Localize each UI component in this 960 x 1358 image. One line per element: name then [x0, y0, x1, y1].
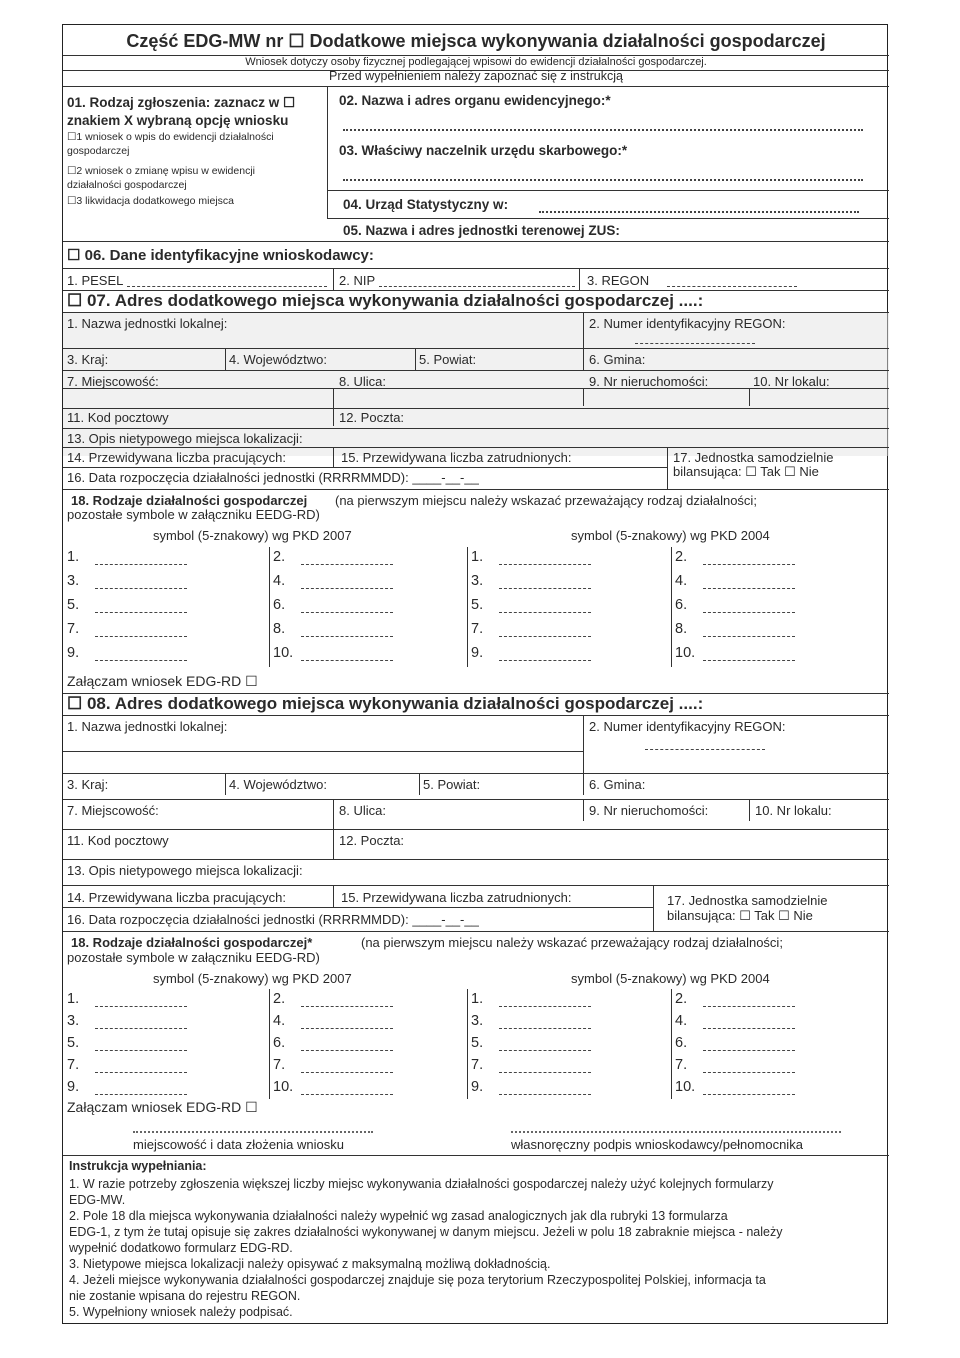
b07-f12[interactable]: 12. Poczta: — [339, 410, 405, 425]
b08-f18-note: (na pierwszym miejscu należy wskazać przeważający rodzaj działalności; — [361, 935, 783, 950]
pkd2007-right-num: 10. — [273, 1079, 294, 1095]
b08-f18-title: 18. Rodzaje działalności gospodarczej* — [71, 935, 313, 950]
block-07-title: ☐ 07. Adres dodatkowego miejsca wykonywania działalności gospodarczej ....: — [67, 291, 704, 310]
pkd2004-right-num: 10. — [675, 645, 696, 661]
instruction-line: 1. W razie potrzeby zgłoszenia większej liczby miejsc wykonywania działalności gospodarczej należy użyć kolejnych formularzy — [69, 1177, 774, 1191]
pkd2007-left-num: 9. — [67, 645, 80, 661]
pkd2004-left-num: 1. — [471, 549, 484, 565]
pkd2004-left-input[interactable] — [499, 1006, 591, 1007]
pkd2007-right-input[interactable] — [301, 588, 393, 589]
pkd2004-left-input[interactable] — [499, 1072, 591, 1073]
pkd2004-right-input[interactable] — [703, 1050, 795, 1051]
b07-f17: 17. Jednostka samodzielnie — [673, 450, 834, 465]
pkd2007-right-num: 7. — [273, 1057, 286, 1073]
b08-f15[interactable]: 15. Przewidywana liczba zatrudnionych: — [341, 890, 572, 905]
pkd2007-left-input[interactable] — [95, 1094, 187, 1095]
pkd2007-left-input[interactable] — [95, 1006, 187, 1007]
pkd2004-left-input[interactable] — [499, 564, 591, 565]
b07-f18-title: 18. Rodzaje działalności gospodarczej — [71, 493, 308, 508]
s03-input[interactable] — [343, 179, 863, 181]
pkd2004-right-input[interactable] — [703, 1072, 795, 1073]
b08-f18-note-cont: pozostałe symbole w załączniku EEDG-RD) — [67, 950, 320, 965]
pkd2004-right-num: 2. — [675, 549, 688, 565]
place-date-input[interactable] — [133, 1131, 373, 1133]
pkd2004-left-num: 5. — [471, 597, 484, 613]
s01-title2: znakiem X wybraną opcję wniosku — [67, 113, 289, 128]
s06-title: ☐ 06. Dane identyfikacyjne wnioskodawcy: — [67, 247, 374, 264]
b07-f18-note: (na pierwszym miejscu należy wskazać przeważający rodzaj działalności; — [335, 493, 757, 508]
b08-f17: 17. Jednostka samodzielnie — [667, 893, 828, 908]
b08-f3[interactable]: 3. Kraj: — [67, 777, 109, 792]
regon-input[interactable] — [667, 286, 797, 287]
b08-attach[interactable]: Załączam wniosek EDG-RD ☐ — [67, 1099, 258, 1115]
pkd2007-left-input[interactable] — [95, 636, 187, 637]
instruction-line: 5. Wypełniony wniosek należy podpisać. — [69, 1305, 293, 1319]
s02-input[interactable] — [343, 129, 863, 131]
pkd2007-right-input[interactable] — [301, 1072, 393, 1073]
pkd2007-right-num: 4. — [273, 1013, 286, 1029]
b08-pkd2004-label: symbol (5-znakowy) wg PKD 2004 — [571, 971, 770, 986]
pkd2007-right-input[interactable] — [301, 1050, 393, 1051]
b07-f4[interactable]: 4. Województwo: — [229, 352, 328, 367]
pkd2004-right-num: 4. — [675, 573, 688, 589]
pkd2007-left-num: 1. — [67, 991, 80, 1007]
pkd2007-left-input[interactable] — [95, 660, 187, 661]
s01-option-1-cont: gospodarczej — [67, 145, 130, 157]
b07-f6[interactable]: 6. Gmina: — [589, 352, 646, 367]
s01-option-2[interactable]: ☐2 wniosek o zmianę wpisu w ewidencji — [67, 165, 255, 177]
regon-label: 3. REGON — [587, 273, 650, 288]
b07-f15[interactable]: 15. Przewidywana liczba zatrudnionych: — [341, 450, 572, 465]
block-08-title: ☐ 08. Adres dodatkowego miejsca wykonywania działalności gospodarczej ....: — [67, 694, 704, 713]
b07-attach[interactable]: Załączam wniosek EDG-RD ☐ — [67, 673, 258, 689]
pkd2004-left-input[interactable] — [499, 612, 591, 613]
b08-f13[interactable]: 13. Opis nietypowego miejsca lokalizacji: — [67, 863, 303, 878]
b08-f17-options[interactable]: bilansująca: ☐ Tak ☐ Nie — [667, 908, 813, 923]
b08-pkd2007-label: symbol (5-znakowy) wg PKD 2007 — [153, 971, 352, 986]
b08-pkd-grid — [63, 989, 889, 1099]
pkd2004-left-num: 9. — [471, 645, 484, 661]
pkd2007-right-num: 2. — [273, 991, 286, 1007]
pkd2004-left-num: 7. — [471, 621, 484, 637]
pkd2004-right-num: 6. — [675, 1035, 688, 1051]
s04-label: 04. Urząd Statystyczny w: — [343, 197, 509, 212]
pkd2004-right-input[interactable] — [703, 588, 795, 589]
pkd2004-left-num: 9. — [471, 1079, 484, 1095]
pkd2007-left-input[interactable] — [95, 1028, 187, 1029]
pkd2007-left-num: 3. — [67, 573, 80, 589]
pkd2004-left-num: 7. — [471, 1057, 484, 1073]
pkd2007-left-input[interactable] — [95, 1072, 187, 1073]
pkd2004-right-input[interactable] — [703, 1028, 795, 1029]
pkd2004-right-num: 2. — [675, 991, 688, 1007]
signature-input[interactable] — [511, 1131, 841, 1133]
b08-f14[interactable]: 14. Przewidywana liczba pracujących: — [67, 890, 286, 905]
s01-option-2-cont: działalności gospodarczej — [67, 179, 187, 191]
b08-f6[interactable]: 6. Gmina: — [589, 777, 646, 792]
nip-label: 2. NIP — [339, 273, 376, 288]
b07-f7[interactable]: 7. Miejscowość: — [67, 374, 159, 389]
pkd2004-right-num: 6. — [675, 597, 688, 613]
pkd2007-right-input[interactable] — [301, 612, 393, 613]
b07-f10[interactable]: 10. Nr lokalu: — [753, 374, 830, 389]
block-07 — [63, 290, 889, 710]
pkd2004-left-input[interactable] — [499, 636, 591, 637]
form-instruction-note: Przed wypełnieniem należy zapoznać się z instrukcją — [329, 69, 623, 83]
s04-input[interactable] — [539, 211, 859, 213]
pkd2007-left-num: 1. — [67, 549, 80, 565]
pkd2004-right-input[interactable] — [703, 636, 795, 637]
pkd2007-right-input[interactable] — [301, 1028, 393, 1029]
b07-f2[interactable]: 2. Numer identyfikacyjny REGON: — [589, 316, 786, 331]
pkd2007-left-num: 5. — [67, 1035, 80, 1051]
pkd2007-left-input[interactable] — [95, 612, 187, 613]
pkd2007-left-num: 9. — [67, 1079, 80, 1095]
instruction-line: EDG-MW. — [69, 1193, 126, 1207]
pkd2004-left-num: 1. — [471, 991, 484, 1007]
s01-option-3[interactable]: ☐3 likwidacja dodatkowego miejsca — [67, 195, 234, 207]
pkd2007-right-input[interactable] — [301, 1006, 393, 1007]
pkd2007-left-num: 5. — [67, 597, 80, 613]
b07-f1[interactable]: 1. Nazwa jednostki lokalnej: — [67, 316, 228, 331]
instruction-line: EDG-1, z tym że tutaj opisuje się zakres działalności wykonywanej w danym miejscu. Jeżeli w polu 18 zabraknie miejsca - należy — [69, 1225, 783, 1239]
pkd2007-right-input[interactable] — [301, 636, 393, 637]
pkd2007-right-num: 6. — [273, 597, 286, 613]
pkd2004-left-input[interactable] — [499, 1050, 591, 1051]
b07-pkd2007-label: symbol (5-znakowy) wg PKD 2007 — [153, 528, 352, 543]
instruction-line: 2. Pole 18 dla miejsca wykonywania działalności należy wypełnić wg zasad analogicznych jak dla rubryki 13 formularza — [69, 1209, 728, 1223]
pkd2007-right-num: 2. — [273, 549, 286, 565]
place-date-caption: miejscowość i data złożenia wniosku — [133, 1137, 344, 1152]
pkd2007-right-input[interactable] — [301, 660, 393, 661]
b07-pkd2004-label: symbol (5-znakowy) wg PKD 2004 — [571, 528, 770, 543]
pkd2004-left-num: 3. — [471, 1013, 484, 1029]
pkd2004-right-input[interactable] — [703, 612, 795, 613]
form-subtitle: Wniosek dotyczy osoby fizycznej podlegającej wpisowi do ewidencji działalności gospodarczej. — [245, 56, 707, 68]
pkd2004-right-input[interactable] — [703, 660, 795, 661]
block-08 — [63, 693, 889, 1113]
b07-f5[interactable]: 5. Powiat: — [419, 352, 477, 367]
b07-f17-options[interactable]: bilansująca: ☐ Tak ☐ Nie — [673, 464, 819, 479]
b07-f8[interactable]: 8. Ulica: — [339, 374, 386, 389]
s02-label: 02. Nazwa i adres organu ewidencyjnego:* — [339, 93, 611, 108]
pkd2004-left-input[interactable] — [499, 660, 591, 661]
b08-f7[interactable]: 7. Miejscowość: — [67, 803, 159, 818]
pkd2007-left-num: 7. — [67, 1057, 80, 1073]
pesel-label: 1. PESEL — [67, 273, 124, 288]
b07-f13[interactable]: 13. Opis nietypowego miejsca lokalizacji: — [67, 431, 303, 446]
instruction-line: wypełnić dodatkowo formularz EDG-RD. — [69, 1241, 293, 1255]
s01-title: 01. Rodzaj zgłoszenia: zaznacz w ☐ — [67, 95, 296, 110]
pkd2007-left-input[interactable] — [95, 564, 187, 565]
pkd2004-left-num: 3. — [471, 573, 484, 589]
pkd2004-left-input[interactable] — [499, 588, 591, 589]
b08-f9[interactable]: 9. Nr nieruchomości: — [589, 803, 709, 818]
instruction-line: 4. Jeżeli miejsce wykonywania działalności gospodarczej znajduje się poza terytorium Rzeczypospolitej Polskiej, informacja ta — [69, 1273, 766, 1287]
pkd2004-right-num: 7. — [675, 1057, 688, 1073]
form-page — [62, 24, 888, 1324]
b08-f5[interactable]: 5. Powiat: — [423, 777, 481, 792]
pkd2007-right-num: 4. — [273, 573, 286, 589]
b07-f16[interactable]: 16. Data rozpoczęcia działalności jednostki (RRRRMMDD): ____-__-__ — [67, 470, 479, 485]
b07-f3[interactable]: 3. Kraj: — [67, 352, 109, 367]
pesel-input[interactable] — [127, 286, 327, 287]
instruction-line: 3. Nietypowe miejsca lokalizacji należy opisywać z maksymalną możliwą dokładnością. — [69, 1257, 551, 1271]
pkd2004-right-num: 10. — [675, 1079, 696, 1095]
b07-pkd-grid — [63, 547, 889, 667]
s03-label: 03. Właściwy naczelnik urzędu skarbowego:* — [339, 143, 628, 158]
b07-f11[interactable]: 11. Kod pocztowy — [67, 410, 169, 425]
pkd2007-right-num: 8. — [273, 621, 286, 637]
b08-f10[interactable]: 10. Nr lokalu: — [755, 803, 832, 818]
b07-f14[interactable]: 14. Przewidywana liczba pracujących: — [67, 450, 286, 465]
pkd2004-right-input[interactable] — [703, 1094, 795, 1095]
s01-option-1[interactable]: ☐1 wniosek o wpis do ewidencji działalności — [67, 131, 274, 143]
pkd2007-right-input[interactable] — [301, 1094, 393, 1095]
pkd2004-left-input[interactable] — [499, 1094, 591, 1095]
pkd2007-left-input[interactable] — [95, 588, 187, 589]
b08-f1[interactable]: 1. Nazwa jednostki lokalnej: — [67, 719, 228, 734]
s05-label: 05. Nazwa i adres jednostki terenowej ZUS: — [343, 223, 620, 238]
pkd2004-right-num: 8. — [675, 621, 688, 637]
instruction-line: nie zostanie wpisana do rejestru REGON. — [69, 1289, 301, 1303]
signature-caption: własnoręczny podpis wnioskodawcy/pełnomocnika — [511, 1137, 803, 1152]
pkd2004-left-num: 5. — [471, 1035, 484, 1051]
b08-f4[interactable]: 4. Województwo: — [229, 777, 328, 792]
pkd2004-right-input[interactable] — [703, 564, 795, 565]
nip-input[interactable] — [379, 286, 575, 287]
b08-f8[interactable]: 8. Ulica: — [339, 803, 386, 818]
pkd2007-left-input[interactable] — [95, 1050, 187, 1051]
pkd2007-left-num: 3. — [67, 1013, 80, 1029]
pkd2004-right-num: 4. — [675, 1013, 688, 1029]
pkd2004-left-input[interactable] — [499, 1028, 591, 1029]
b07-f18-note-cont: pozostałe symbole w załączniku EEDG-RD) — [67, 507, 320, 522]
b08-f11[interactable]: 11. Kod pocztowy — [67, 833, 169, 848]
pkd2007-right-input[interactable] — [301, 564, 393, 565]
b07-f9[interactable]: 9. Nr nieruchomości: — [589, 374, 709, 389]
pkd2007-right-num: 10. — [273, 645, 294, 661]
b08-f2[interactable]: 2. Numer identyfikacyjny REGON: — [589, 719, 786, 734]
b08-f12[interactable]: 12. Poczta: — [339, 833, 405, 848]
pkd2007-right-num: 6. — [273, 1035, 286, 1051]
pkd2007-left-num: 7. — [67, 621, 80, 637]
instructions-title: Instrukcja wypełniania: — [69, 1159, 207, 1173]
pkd2004-right-input[interactable] — [703, 1006, 795, 1007]
b08-f16[interactable]: 16. Data rozpoczęcia działalności jednostki (RRRRMMDD): ____-__-__ — [67, 912, 479, 927]
form-title: Część EDG-MW nr ☐ Dodatkowe miejsca wykonywania działalności gospodarczej — [126, 31, 826, 51]
